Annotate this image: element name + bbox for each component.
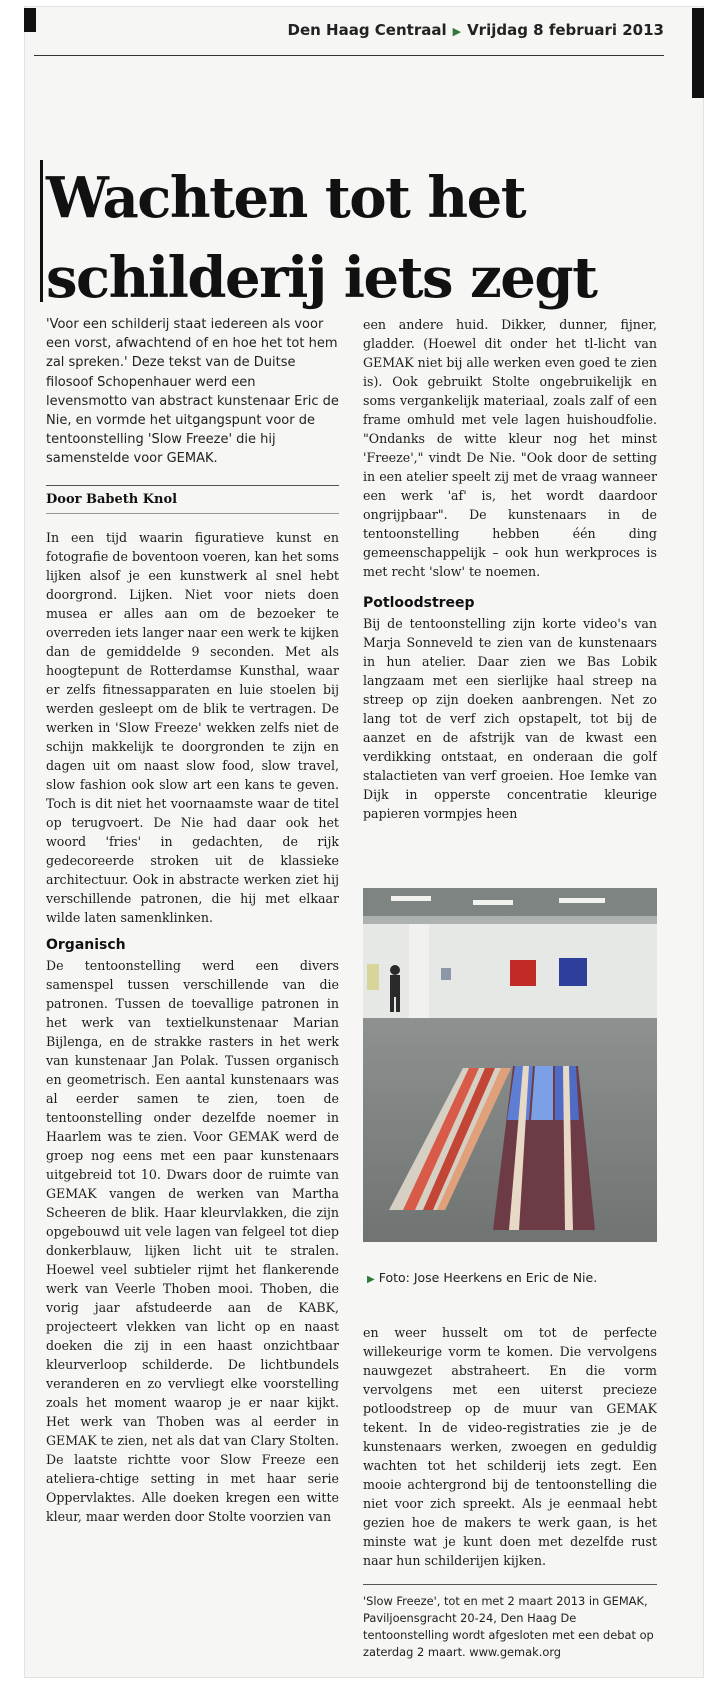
header-date: Vrijdag 8 februari 2013 <box>467 21 664 39</box>
right-column <box>363 315 657 823</box>
byline-rule <box>46 513 339 514</box>
body-paragraph: Bij de tentoonstelling zijn korte video's van Marja Sonneveld te zien van de kunstenaars in hun atelier. Daar zien we Bas Lobik langzaam met een sierlijke haal streep na streep op zijn doeken aanbrengen. Net zo lang tot de verf zich opstapelt, tot bij de aanzet en de afstrijk van de kwast een verdikking ontstaat, en onderaan die golf stalactieten van verf groeien. Hoe Iemke van Dijk in opperste concentratie kleurige papieren vormpjes heen <box>363 616 657 821</box>
headline-line-1: Wachten tot het <box>46 165 526 231</box>
intro-text: 'Voor een schilderij staat iedereen als voor een vorst, afwachtend of en hoe het tot hem zal spreken.' Deze tekst van de Duitse filosoof Schopenhauer werd een levensmotto van abstract kunstenaar Eric de Nie, en vormde het uitgangspunt voor de tentoonstelling 'Slow Freeze' die hij samenstelde voor GEMAK. <box>46 317 339 467</box>
headline-line-2: schilderij iets zegt <box>46 245 597 311</box>
intro-rule <box>46 485 339 486</box>
headline-marker <box>40 160 43 302</box>
scan-edge-right <box>692 8 704 98</box>
gallery-photo-illustration <box>363 888 657 1242</box>
left-column <box>46 315 339 1526</box>
header-rule <box>34 55 664 56</box>
header-location: Den Haag Centraal <box>287 21 447 39</box>
footnote-rule <box>363 1584 657 1585</box>
triangle-right-icon: ▶ <box>452 25 462 38</box>
photo-caption <box>367 1270 657 1285</box>
exhibition-info: 'Slow Freeze', tot en met 2 maart 2013 in GEMAK, Paviljoensgracht 20-24, Den Haag De tentoonstelling wordt afgesloten met een debat op zaterdag 2 maart. www.gemak.org <box>363 1594 654 1659</box>
body-paragraph: een andere huid. Dikker, dunner, fijner, gladder. (Hoewel dit onder het tl-licht van GEMAK niet bij alle werken even goed te zien is). Ook gebruikt Stolte ongebruikelijk en soms vergankelijk materiaal, zoals zalf of een frame omhuld met vele lagen huishoudfolie. "Ondanks de witte kleur nog het minst 'Freeze'," vindt De Nie. "Ook door de setting in een atelier speelt zij met de vraag wanneer een werk 'af' is, het wordt daardoor ongrijpbaar". De kunstenaars in de tentoonstelling hebben één ding gemeenschappelijk – ook hun werkproces is met recht 'slow' te noemen. <box>363 317 657 579</box>
body-paragraph: en weer husselt om tot de perfecte willekeurige vorm te komen. Die vervolgens nauwgezet abstraheert. En die vorm vervolgens met een uiterst precieze potloodstreep op de muur van GEMAK tekent. In de video-registraties zie je de kunstenaars werken, zwoegen en geduldig wachten tot het schilderij iets zegt. Een mooie achtergrond bij de tentoonstelling die niet voor zich spreekt. Als je eenmaal hebt gezien hoe de makers te werk gaan, is het minste wat je kunt doen met dezelfde rust naar hun schilderijen kijken. <box>363 1325 657 1568</box>
photo-caption-text: Foto: Jose Heerkens en Eric de Nie. <box>378 1270 598 1285</box>
headline <box>46 158 686 318</box>
subhead-potloodstreep: Potloodstreep <box>363 595 475 611</box>
byline: Door Babeth Knol <box>46 491 178 507</box>
exhibition-photo <box>363 888 657 1242</box>
right-column-continued <box>363 1323 657 1661</box>
body-paragraph: In een tijd waarin figuratieve kunst en fotografie de boventoon voeren, kan het soms lijken alsof je een kunstwerk al snel hebt doorgrond. Lijken. Niet voor niets doen musea er alles aan om de bezoeker te overreden iets langer naar een werk te kijken dan de gemiddelde 9 seconden. Met als hoogtepunt de Rotterdamse Kunsthal, waar er zelfs fitnessapparaten en luie stoelen bij werden gesleept om de blik te vertragen. De werken in 'Slow Freeze' wekken zelfs niet de schijn makkelijk te doorgronden te zijn en dagen uit om naast slow food, slow travel, slow fashion ook slow art een kans te geven. Toch is dit niet het voornaamste waar de titel op terugvoert. De Nie had daar ook het woord 'fries' in gedachten, de rijk gedecoreerde stroken uit de klassieke architectuur. Ook in abstracte werken ziet hij verschillende patronen, die hij met elkaar wilde laten samenklinken. <box>46 529 339 925</box>
page-header <box>34 21 664 39</box>
body-paragraph: De tentoonstelling werd een divers samenspel tussen verschillende van die patronen. Tussen de toevallige patronen in het werk van textielkunstenaar Marian Bijlenga, en de strakke rasters in het werk van kunstenaar Jan Polak. Tussen organisch en geometrisch. Een aantal kunstenaars was al eerder samen te zien, toen de tentoonstelling onder dezelfde noemer in Haarlem was te zien. Voor GEMAK werd de groep nog eens met een paar kunstenaars uitgebreid tot 10. Dwars door de ruimte van GEMAK vangen de werken van Martha Scheeren de blik. Haar kleurvlakken, die zijn opgebouwd uit vele lagen van felgeel tot diep donkerblauw, lijken licht uit te stralen. Hoewel veel subtieler rijmt het flankerende werk van Veerle Thoben mooi. Thoben, die vorig jaar afstudeerde aan de KABK, projecteert vlekken van licht op en naast doeken die zij in een haast onzichtbaar kleurverloop schilderde. De lichtbundels veranderen en zo vervliegt elke voorstelling zoals het moment waarop je er naar kijkt. Het werk van Thoben was al eerder in GEMAK te zien, net als dat van Clary Stolten. De laatste richtte voor Slow Freeze een ateliera-chtige setting in met haar serie Oppervlaktes. Alle doeken kregen een witte kleur, maar werden door Stolte voorzien van <box>46 957 339 1524</box>
triangle-right-icon: ▶ <box>367 1274 375 1285</box>
subhead-organisch: Organisch <box>46 936 126 953</box>
